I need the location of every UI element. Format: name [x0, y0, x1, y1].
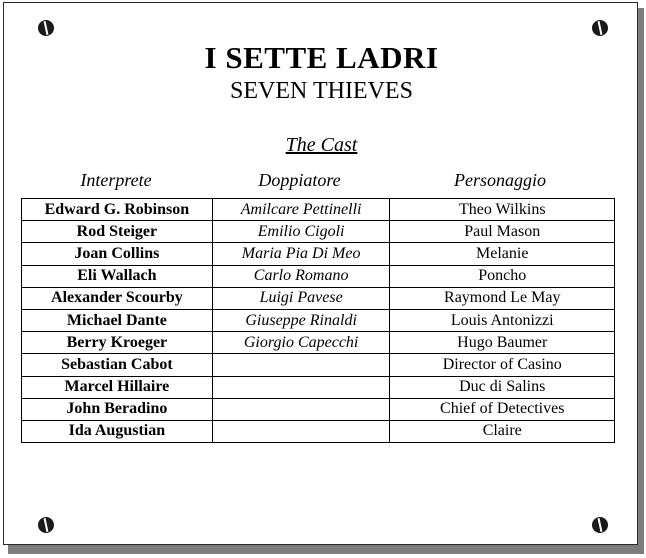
character-cell: Poncho — [390, 265, 615, 287]
character-cell: Melanie — [390, 243, 615, 265]
character-cell: Claire — [390, 420, 615, 442]
dubber-cell: Giuseppe Rinaldi — [212, 309, 390, 331]
dubber-cell: Maria Pia Di Meo — [212, 243, 390, 265]
actor-cell: Berry Kroeger — [22, 332, 213, 354]
actor-cell: Michael Dante — [22, 309, 213, 331]
character-cell: Paul Mason — [390, 221, 615, 243]
character-cell: Chief of Detectives — [390, 398, 615, 420]
table-row — [22, 420, 615, 442]
screw-top-right-icon — [592, 20, 608, 36]
table-row — [22, 287, 615, 309]
page-subtitle: SEVEN THIEVES — [230, 78, 413, 104]
cast-plaque — [3, 2, 638, 545]
screw-top-left-icon — [38, 20, 54, 36]
column-header-doppiatore: Doppiatore — [258, 170, 341, 190]
page-title: I SETTE LADRI — [204, 40, 439, 75]
actor-cell: Edward G. Robinson — [22, 199, 213, 221]
character-cell: Director of Casino — [390, 354, 615, 376]
dubber-cell: Emilio Cigoli — [212, 221, 390, 243]
actor-cell: Ida Augustian — [22, 420, 213, 442]
dubber-cell: Luigi Pavese — [212, 287, 390, 309]
dubber-cell — [212, 354, 390, 376]
table-row — [22, 332, 615, 354]
column-header-interprete: Interprete — [80, 170, 152, 190]
table-row — [22, 265, 615, 287]
table-row — [22, 221, 615, 243]
table-row — [22, 309, 615, 331]
character-cell: Hugo Baumer — [390, 332, 615, 354]
dubber-cell — [212, 420, 390, 442]
dubber-cell — [212, 398, 390, 420]
screw-bottom-left-icon — [38, 517, 54, 533]
actor-cell: Joan Collins — [22, 243, 213, 265]
dubber-cell: Amilcare Pettinelli — [212, 199, 390, 221]
column-header-personaggio: Personaggio — [454, 170, 546, 190]
actor-cell: Sebastian Cabot — [22, 354, 213, 376]
actor-cell: Alexander Scourby — [22, 287, 213, 309]
table-row — [22, 199, 615, 221]
table-row — [22, 243, 615, 265]
character-cell: Louis Antonizzi — [390, 309, 615, 331]
table-row — [22, 354, 615, 376]
table-row — [22, 376, 615, 398]
table-row — [22, 398, 615, 420]
section-heading: The Cast — [285, 134, 358, 156]
actor-cell: Marcel Hillaire — [22, 376, 213, 398]
character-cell: Raymond Le May — [390, 287, 615, 309]
dubber-cell — [212, 376, 390, 398]
actor-cell: Rod Steiger — [22, 221, 213, 243]
screw-bottom-right-icon — [592, 517, 608, 533]
actor-cell: Eli Wallach — [22, 265, 213, 287]
character-cell: Theo Wilkins — [390, 199, 615, 221]
dubber-cell: Carlo Romano — [212, 265, 390, 287]
dubber-cell: Giorgio Capecchi — [212, 332, 390, 354]
character-cell: Duc di Salins — [390, 376, 615, 398]
cast-table — [21, 198, 615, 443]
actor-cell: John Beradino — [22, 398, 213, 420]
